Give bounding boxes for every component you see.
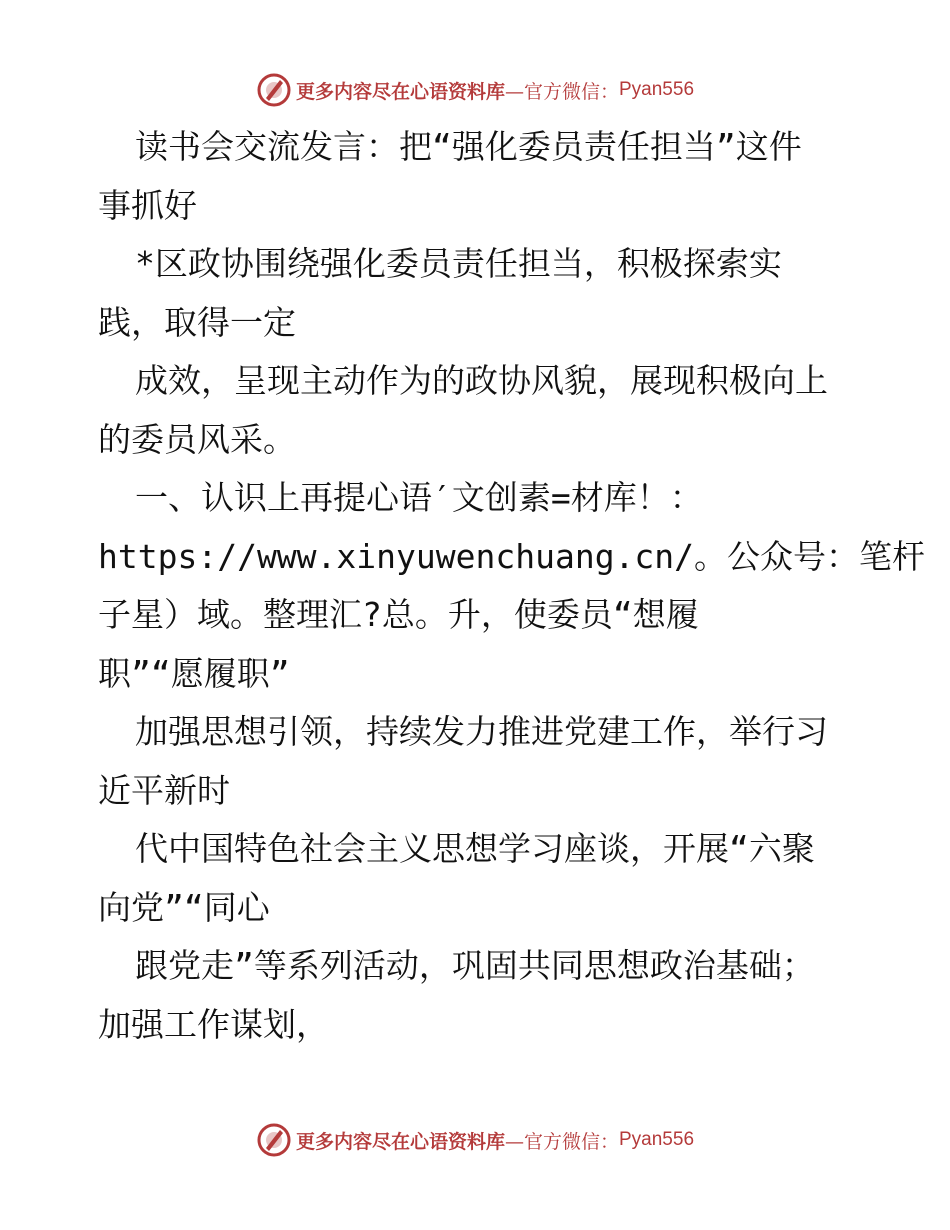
- text-line: 代中国特色社会主义思想学习座谈，开展“六聚: [135, 829, 815, 868]
- header-watermark-banner: [0, 70, 950, 110]
- brand-logo-icon: [256, 72, 292, 108]
- footer-watermark-banner: [0, 1120, 950, 1160]
- text-line: *区政协围绕强化委员责任担当，积极探索实: [135, 244, 782, 283]
- text-line: 职”“愿履职”: [98, 653, 290, 693]
- banner-official-label: —官方微信：: [504, 1130, 619, 1153]
- brand-logo-icon: [256, 1122, 292, 1158]
- text-line: 跟党走”等系列活动，巩固共同思想政治基础；: [135, 946, 815, 985]
- text-line: 加强思想引领，持续发力推进党建工作，举行习: [135, 712, 828, 751]
- text-line: 读书会交流发言：把“强化委员责任担当”这件: [135, 127, 802, 166]
- document-body: [98, 118, 926, 1054]
- text-line: 近平新时: [98, 770, 230, 810]
- banner-wechat-handle: Pyan556: [619, 1129, 695, 1150]
- text-line: 子星）域。整理汇?总。升，使委员“想履: [98, 595, 699, 634]
- text-line: 成效，呈现主动作为的政协风貌，展现积极向上: [135, 361, 828, 400]
- banner-site-name: 更多内容尽在心语资料库: [295, 1130, 505, 1153]
- text-line: 事抓好: [98, 185, 197, 225]
- banner-site-name: 更多内容尽在心语资料库: [295, 80, 505, 103]
- text-line: https://www.xinyuwenchuang.cn/。公众号：笔杆: [98, 536, 926, 576]
- text-line: 践，取得一定: [98, 302, 296, 342]
- text-line: 向党”“同心: [98, 887, 270, 927]
- text-line: 加强工作谋划，: [98, 1004, 329, 1044]
- banner-wechat-handle: Pyan556: [619, 79, 695, 100]
- text-line: 的委员风采。: [98, 419, 296, 459]
- banner-official-label: —官方微信：: [504, 80, 619, 103]
- text-line: 一、认识上再提心语′文创素=材库！：: [135, 478, 703, 517]
